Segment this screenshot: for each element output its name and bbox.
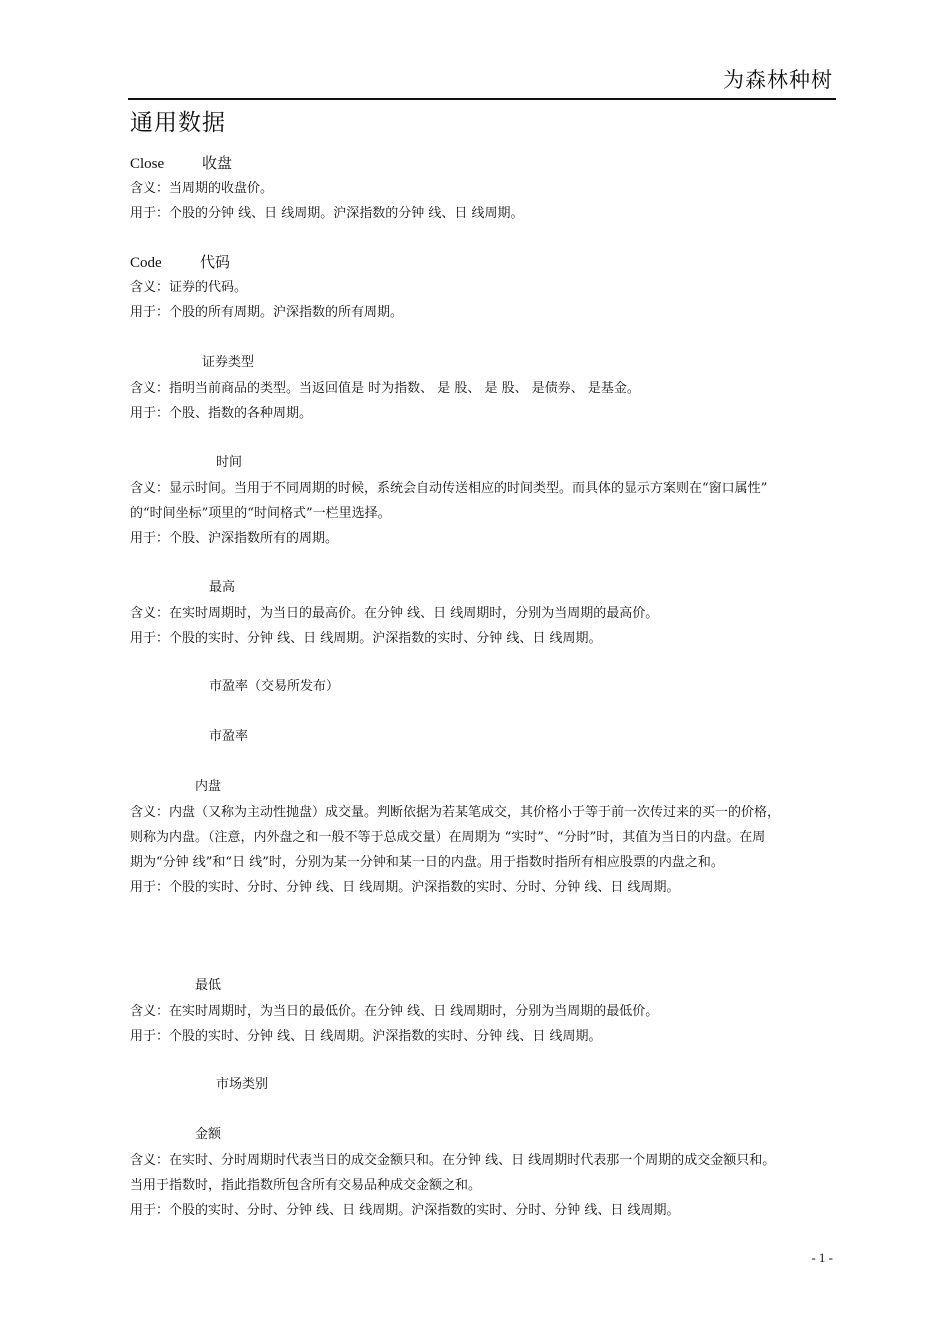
page-number: - 1 - [811, 1250, 833, 1265]
term-cn: 收盘 [202, 154, 233, 172]
meaning-line: 含义：证券的代码。 [130, 280, 248, 295]
meaning-line: 含义：在实时周期时，为当日的最高价。在分钟 线、日 线周期时，分别为当周期的最高价。 [130, 606, 659, 621]
usage-line: 用于：个股、指数的各种周期。 [130, 406, 313, 421]
usage-line: 用于：个股的实时、分钟 线、日 线周期。沪深指数的实时、分钟 线、日 线周期。 [130, 631, 602, 646]
entry-low [130, 973, 836, 1049]
entry-code [130, 249, 836, 325]
entry-amount [130, 1122, 836, 1223]
term-heading [130, 674, 836, 700]
term-en: Close [130, 156, 165, 172]
term-heading [130, 774, 836, 800]
usage-line: 用于：个股的实时、分钟 线、日 线周期。沪深指数的实时、分钟 线、日 线周期。 [130, 1029, 602, 1044]
entry-close [130, 150, 836, 226]
usage-line: 用于：个股、沪深指数所有的周期。 [130, 531, 339, 546]
section-title: 通用数据 [130, 110, 226, 136]
entry-market-category [130, 1072, 836, 1098]
term-cn: 金额 [195, 1127, 222, 1142]
entry-high [130, 575, 836, 651]
meaning-line: 含义：在实时、分时周期时代表当日的成交金额只和。在分钟 线、日 线周期时代表那一个周期的成交金额只和。 [130, 1153, 776, 1168]
term-cn: 市盈率 [209, 729, 249, 744]
meaning-line-cont: 的“时间坐标”项里的“时间格式”一栏里选择。 [130, 506, 391, 521]
meaning-line-cont: 当用于指数时，指此指数所包含所有交易品种成交金额之和。 [130, 1178, 482, 1193]
term-heading [130, 1072, 836, 1098]
usage-line: 用于：个股的实时、分时、分钟 线、日 线周期。沪深指数的实时、分时、分钟 线、日 线周期。 [130, 1203, 680, 1218]
term-heading [130, 350, 836, 376]
entry-pe-exchange [130, 674, 836, 700]
term-cn: 内盘 [195, 779, 222, 794]
meaning-line: 含义：在实时周期时，为当日的最低价。在分钟 线、日 线周期时，分别为当周期的最低价。 [130, 1004, 659, 1019]
entry-inner-volume [130, 774, 836, 900]
term-heading [130, 575, 836, 601]
meaning-line-cont: 则称为内盘。（注意，内外盘之和一般不等于总成交量）在周期为 “实时”、“分时”时，其值为当日的内盘。在周 [130, 830, 766, 845]
term-en: Code [130, 255, 162, 271]
term-heading [130, 973, 836, 999]
usage-line: 用于：个股的实时、分时、分钟 线、日 线周期。沪深指数的实时、分时、分钟 线、日 线周期。 [130, 880, 680, 895]
term-cn: 市盈率（交易所发布） [209, 679, 340, 694]
meaning-line: 含义：显示时间。当用于不同周期的时候，系统会自动传送相应的时间类型。而具体的显示方案则在“窗口属性” [130, 481, 768, 496]
page-header-title: 为森林种树 [723, 68, 833, 92]
meaning-line: 含义：内盘（又称为主动性抛盘）成交量。判断依据为若某笔成交，其价格小于等于前一次传过来的买一的价格， [130, 805, 781, 820]
meaning-line: 含义：当周期的收盘价。 [130, 181, 274, 196]
term-heading [130, 450, 836, 476]
entry-security-type [130, 350, 836, 426]
term-heading [130, 1122, 836, 1148]
term-cn: 最低 [195, 978, 222, 993]
term-cn: 最高 [209, 580, 236, 595]
entry-time [130, 450, 836, 551]
term-heading [130, 249, 836, 275]
term-cn: 市场类别 [216, 1077, 269, 1092]
header-rule [128, 98, 836, 100]
term-cn: 时间 [216, 455, 243, 470]
usage-line: 用于：个股的分钟 线、日 线周期。沪深指数的分钟 线、日 线周期。 [130, 206, 524, 221]
meaning-line: 含义：指明当前商品的类型。当返回值是 时为指数、 是 股、 是 股、 是债券、 是基金。 [130, 381, 640, 396]
term-cn: 证券类型 [202, 355, 255, 370]
term-heading [130, 724, 836, 750]
term-heading [130, 150, 836, 176]
term-cn: 代码 [200, 253, 231, 271]
usage-line: 用于：个股的所有周期。沪深指数的所有周期。 [130, 305, 404, 320]
meaning-line-cont: 期为“分钟 线”和“日 线”时，分别为某一分钟和某一日的内盘。用于指数时指所有相应股票的内盘之和。 [130, 855, 724, 870]
entry-pe [130, 724, 836, 750]
